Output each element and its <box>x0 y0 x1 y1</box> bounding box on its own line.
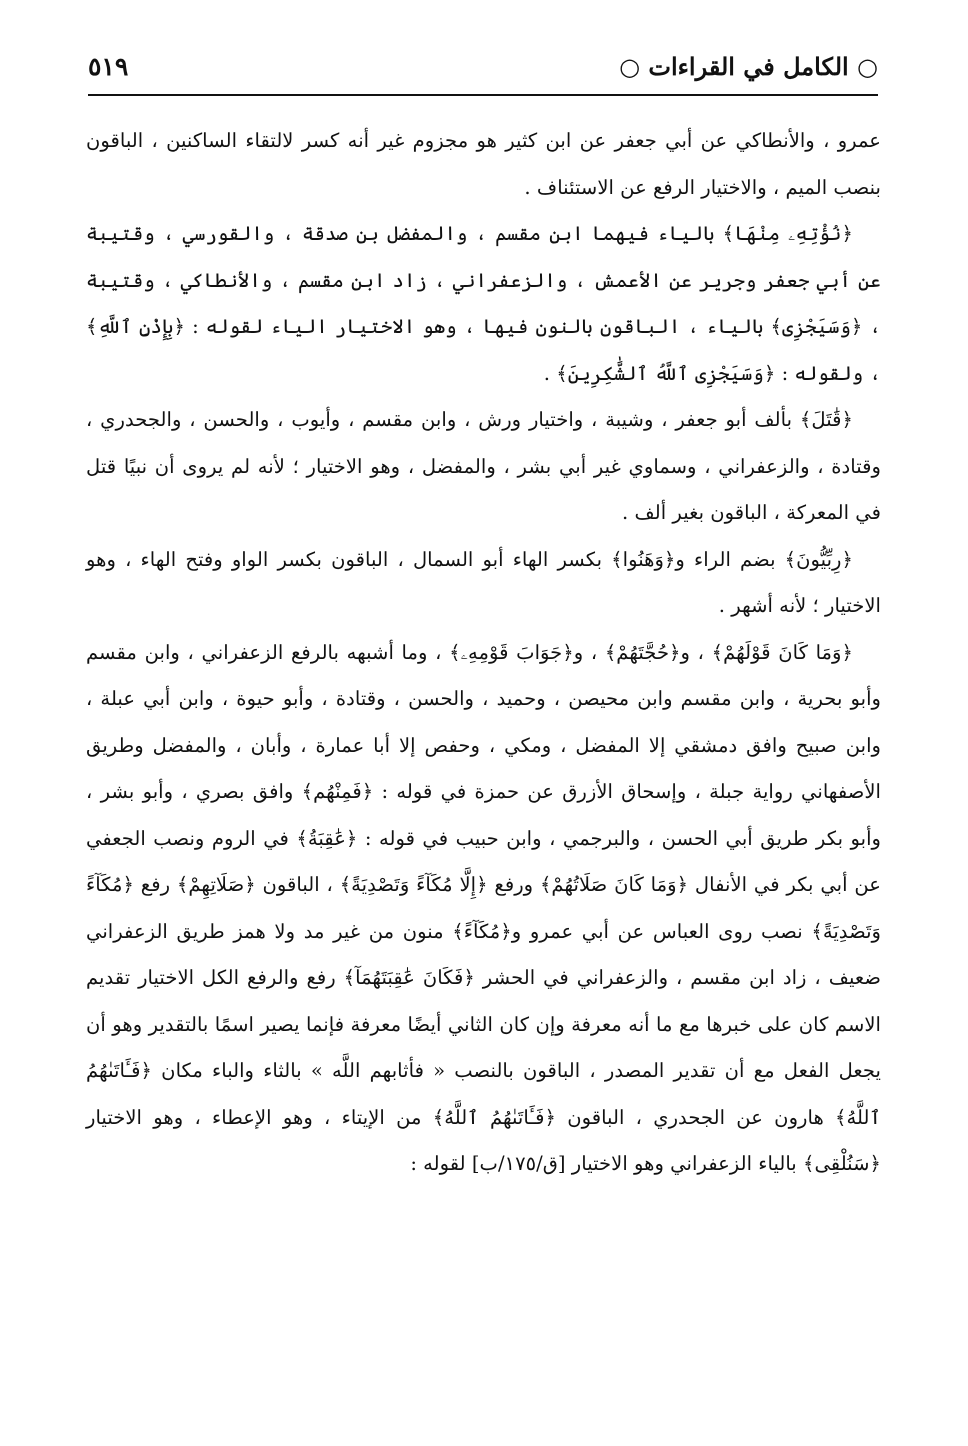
page-header <box>88 44 878 94</box>
paragraph-2: ﴿نُؤْتِهِۦ مِنْهَا﴾ بالياء فيهما ابن مقسم ، والمفضل بن صدقة ، والقورسي ، وقتيبة عن أبي جعفر وجرير عن الأعمش ، والزعفراني ، زاد ابن مقسم ، والأنطاكي ، وقتيبة ، ﴿وَسَيَجْزِى﴾ بالياء ، الباقون بالنون فيها ، وهو الاختيار الياء لقوله : ﴿بِإِذْنِ ٱللَّهِ﴾ ، ولقوله : ﴿وَسَيَجْزِى ٱللَّهُ ٱلشَّٰكِرِينَ﴾ . <box>86 222 881 385</box>
paragraph-5: ﴿وَمَا كَانَ قَوْلَهُمْ﴾ ، و﴿حُجَّتَهُمْ﴾ ، و﴿جَوَابَ قَوْمِهِۦ﴾ ، وما أشبهه بالرفع الزعفراني ، وابن مقسم وأبو بحرية ، وابن مقسم وابن محيصن ، وحميد ، والحسن ، وقتادة ، وأبو حيوة ، وابن أبي عبلة ، وابن صبيح وافق دمشقي إلا المفضل ، ومكي ، وحفص إلا أبا عمارة ، وأبان ، والمفضل وطريق الأصفهاني رواية جبلة ، وإسحاق الأزرق عن حمزة في قوله : ﴿فَمِنْهُم﴾ وافق بصري ، وأبو بشر ، وأبو بكر طريق أبي الحسن ، والبرجمي ، وابن حبيب في قوله : ﴿عَٰقِبَةُ﴾ في الروم ونصب الجعفي عن أبي بكر في الأنفال ﴿وَمَا كَانَ صَلَاتُهُمْ﴾ ورفع ﴿إِلَّا مُكَآءً وَتَصْدِيَةً﴾ ، الباقون ﴿صَلَاتِهِمْ﴾ رفع ﴿مُكَآءً وَتَصْدِيَةً﴾ نصب روى العباس عن أبي عمرو و﴿مُكَآءً﴾ منون من غير مد ولا همز طريق الزعفراني ضعيف ، زاد ابن مقسم ، والزعفراني في الحشر ﴿فَكَانَ عَٰقِبَتَهُمَآ﴾ رفع والرفع الكل الاختيار تقديم الاسم كان على خبرها مع ما أنه معرفة وإن كان الثاني أيضًا معرفة فإنما يصير اسمًا بالتقدير وهو أن يجعل الفعل مع أن تقدير المصدر ، الباقون بالنصب « فأثابهم اللَّه » بالثاء والباء مكان ﴿فَـَٔاتَىٰهُمُ ٱللَّهُ﴾ هارون عن الجحدري ، الباقون ﴿فَـَٔاتَىٰهُمُ ٱللَّهُ﴾ من الإيتاء ، وهو الإعطاء ، وهو الاختيار ﴿سَنُلْقِى﴾ بالياء الزعفراني وهو الاختيار [ق/١٧٥/ب] لقوله : <box>86 640 881 1175</box>
header-divider <box>88 94 878 96</box>
paragraph-4: ﴿رِبِّيُّونَ﴾ بضم الراء و﴿وَهَنُوا﴾ بكسر الهاء أبو السمال ، الباقون بكسر الواو وفتح الهاء ، وهو الاختيار ؛ لأنه أشهر . <box>86 547 881 617</box>
paragraph-1: عمرو ، والأنطاكي عن أبي جعفر عن ابن كثير هو مجزوم غير أنه كسر لالتقاء الساكنين ، الباقون بنصب الميم ، والاختيار الرفع عن الاستئناف . <box>86 129 881 199</box>
body-text <box>86 118 881 1188</box>
running-title: ○ الكامل في القراءات ○ <box>619 52 878 81</box>
paragraph-3: ﴿قَٰتَلَ﴾ بألف أبو جعفر ، وشيبة ، واختيار ورش ، وابن مقسم ، وأيوب ، والحسن ، والجحدري ، وقتادة ، والزعفراني ، وسماوي غير أبي بشر ، والمفضل ، وهو الاختيار ؛ لأنه لم يروى أن نبيًا قتل في المعركة ، الباقون بغير ألف . <box>86 408 881 524</box>
page-number: ٥١٩ <box>88 52 129 81</box>
